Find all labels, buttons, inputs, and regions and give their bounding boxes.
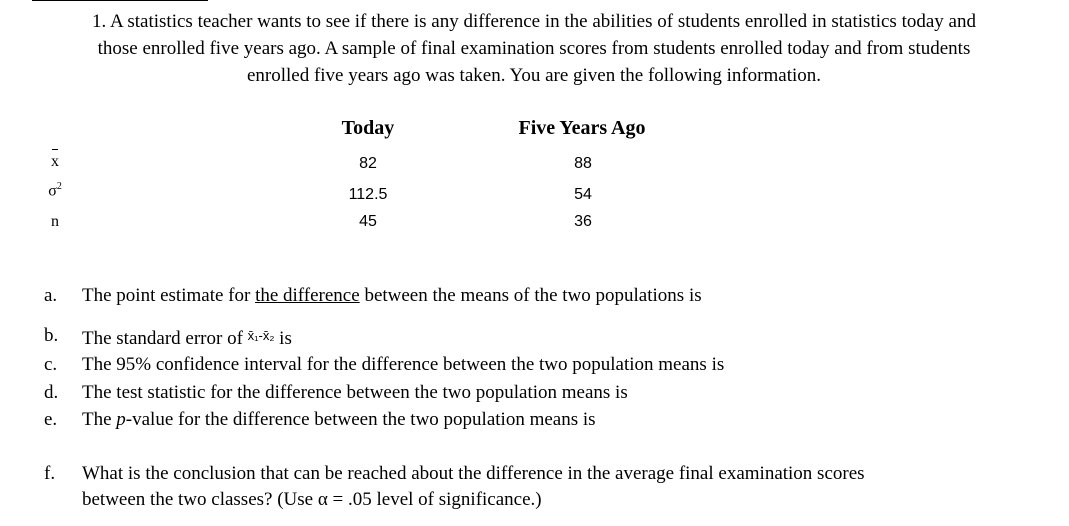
standard-error-formula: x̄₁-x̄₂ [247,328,275,343]
question-text-before: The [82,409,117,430]
row-label-mean [40,153,70,171]
question-letter: f. [44,463,56,484]
question-text [82,324,292,351]
cell-past-mean: 88 [574,155,592,172]
question-text-line-1: What is the conclusion that can be reached about the difference in the average final examination scores [82,463,865,484]
question-letter: e. [44,409,58,430]
question-text: The point estimate for the difference between the means of the two populations is [82,285,702,306]
row-label-variance: $\sigma^2$ [48,181,62,200]
cell-today-mean: 82 [359,155,377,172]
question-text: The 95% confidence interval for the difference between the two population means is [82,354,725,375]
question-letter: d. [44,382,59,403]
cell-past-n: 36 [574,213,592,230]
question-text-after: -value for the difference between the two population means is [125,409,596,430]
intro-line-1: 1. A statistics teacher wants to see if there is any difference in the abilities of students enrolled in statistics today and [92,11,976,32]
data-table [0,0,1069,260]
question-letter: a. [44,285,58,306]
p-italic: p [116,409,126,430]
header-five-years-ago: Five Years Ago [518,117,646,139]
question-text: The test statistic for the difference between the two population means is [82,382,628,403]
question-letter: b. [44,325,59,346]
row-label-n: n [51,213,59,230]
question-text-after: is [274,328,292,349]
cell-today-n: 45 [359,213,377,230]
cell-today-variance: 112.5 [348,186,388,203]
question-text-before: The standard error of [82,328,248,349]
header-today: Today [341,117,395,139]
intro-line-2: those enrolled five years ago. A sample of final examination scores from students enrolled today and from students [97,38,971,59]
xbar-symbol: x [51,153,59,170]
cell-past-variance: 54 [574,186,592,203]
question-text [82,408,596,432]
question-letter: c. [44,354,58,375]
question-text-line-2: between the two classes? (Use α = .05 level of significance.) [82,489,542,510]
intro-line-3: enrolled five years ago was taken. You are given the following information. [246,65,822,86]
underlined-phrase: the difference [255,285,360,306]
